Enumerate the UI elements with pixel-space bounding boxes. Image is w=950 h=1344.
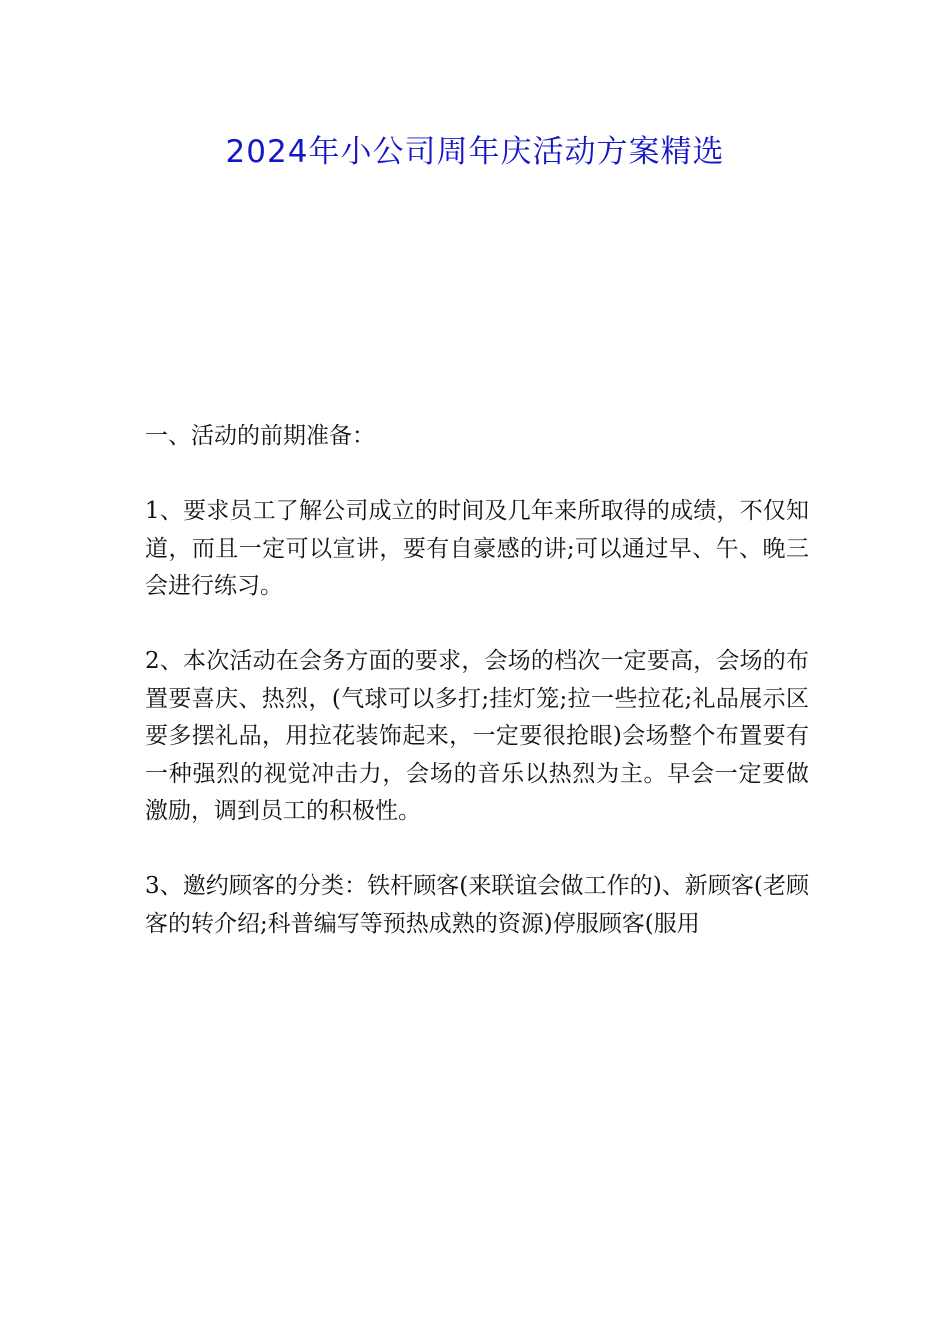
paragraph-2: 2、本次活动在会务方面的要求，会场的档次一定要高，会场的布置要喜庆、热烈，(气球可以多打;挂灯笼;拉一些拉花;礼品展示区要多摆礼品，用拉花装饰起来，一定要很抢眼)会场整个布置要有一种强烈的视觉冲击力，会场的音乐以热烈为主。早会一定要做激励，调到员工的积极性。 xyxy=(145,648,809,824)
document-title: 2024年小公司周年庆活动方案精选 xyxy=(225,134,725,170)
paragraph-3: 3、邀约顾客的分类：铁杆顾客(来联谊会做工作的)、新顾客(老顾客的转介绍;科普编写等预热成熟的资源)停服顾客(服用 xyxy=(145,873,809,937)
paragraph-1: 1、要求员工了解公司成立的时间及几年来所取得的成绩，不仅知道，而且一定可以宣讲，要有自豪感的讲;可以通过早、午、晚三会进行练习。 xyxy=(145,498,809,599)
section-heading: 一、活动的前期准备： xyxy=(145,423,375,449)
document-body xyxy=(145,418,809,981)
